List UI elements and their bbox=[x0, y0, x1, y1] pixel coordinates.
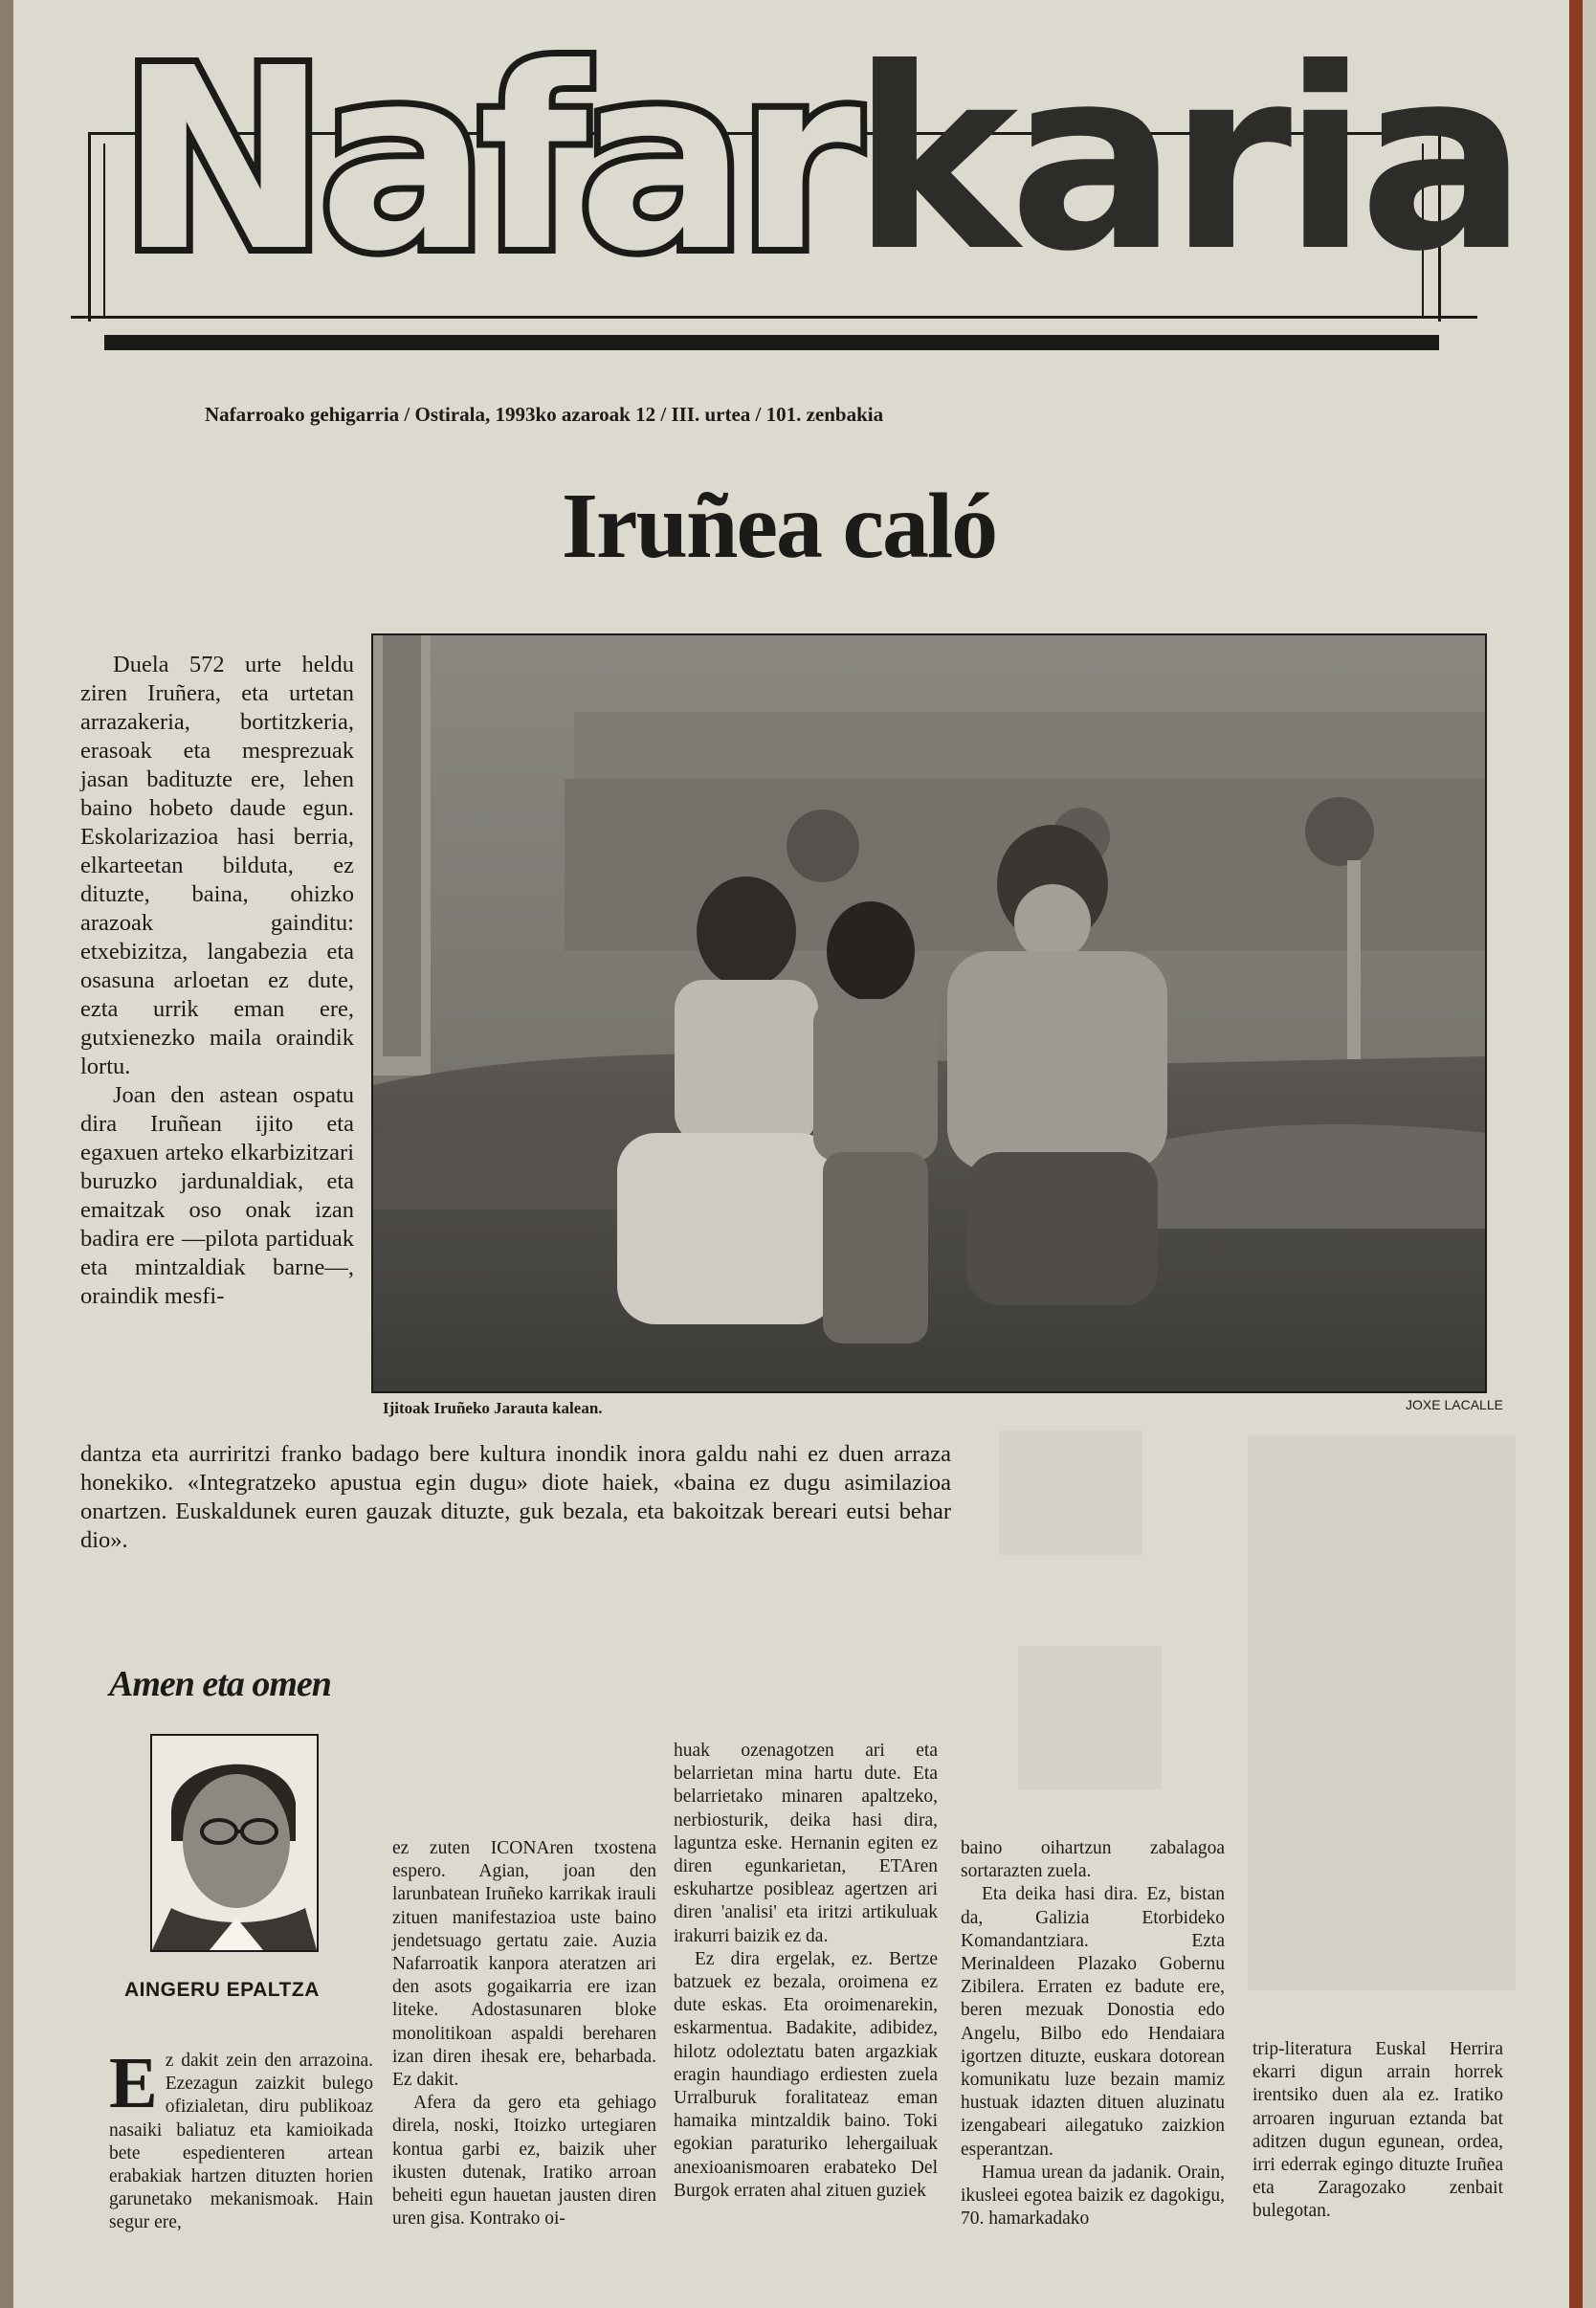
opinion-paragraph: Ez dira ergelak, ez. Bertze batzuek ez bezala, oroimena ez dute eskas. Eta oroimenarekin, eskarmentua. Badakite, adibidez, hilotz odoleztatu baten argazkiak eragin haundiago erdiesten zuela Urralburuk foralitateaz eman hamaika mintzaldik baino. Toki egokian paraturiko lehergailuak anexioanismoaren erabateko Del Burgok erraten ahal zituen guziek bbox=[674, 1948, 938, 2201]
headline: Iruñea caló bbox=[561, 475, 997, 578]
show-through-block bbox=[1018, 1646, 1162, 1789]
masthead-title bbox=[119, 8, 1518, 314]
show-through-block bbox=[1248, 1435, 1516, 1990]
show-through-block bbox=[999, 1431, 1142, 1555]
photo-credit: JOXE LACALLE bbox=[1406, 1397, 1503, 1412]
author-portrait bbox=[150, 1734, 319, 1952]
masthead-rule bbox=[71, 316, 1477, 319]
issue-line: Nafarroako gehigarria / Ostirala, 1993ko azaroak 12 / III. urtea / 101. zenbakia bbox=[205, 403, 884, 426]
lead-article-column bbox=[80, 651, 354, 1311]
lead-paragraph: Joan den astean ospatu dira Iruñean ijito eta egaxuen arteko elkarbizitzari buruzko jardunaldiak, eta emaitzak oso onak izan badira ere —pilota partiduak eta mintzaldiak barne—, oraindik mesfi- bbox=[80, 1082, 354, 1309]
opinion-paragraph: trip-literatura Euskal Herrira ekarri digun arrain horrek irentsiko duen ala ez. Iratiko arroaren inguruan eztanda bat aditzen dugun egunean, ordea, irri ederrak egingo dituzte Iruñea eta Zaragozako zenbait bulegotan. bbox=[1252, 2039, 1503, 2222]
opinion-column-1 bbox=[109, 2043, 373, 2235]
page-edge bbox=[1569, 0, 1583, 2308]
photo-caption: Ijitoak Iruñeko Jarauta kalean. bbox=[383, 1399, 603, 1417]
opinion-paragraph: Afera da gero eta gehiago direla, noski, Itoizko urtegiaren kontua garbi ez, baizik uher ikusten dutenak, Iratiko arroan beheiti egun hauetan jausten diren uren gisa. Kontrako oi- bbox=[392, 2093, 656, 2230]
newspaper-page bbox=[13, 0, 1583, 2308]
opinion-paragraph: Eta deika hasi dira. Ez, bistan da, Galizia Etorbideko Komandantziara. Ezta Merinaldeen Plazako Gobernu Zibilera. Erraten ez badute ere, beren mezuak Donostia edo Angelu, Bilbo edo Hendaiara igortzen dituzte, euskara dotorean komunikatu luze bezain mamiz hustuak idazten dituen aluzinatu izengabeari ailegatuko zaizkion esperantzan. bbox=[961, 1884, 1225, 2160]
page-spine bbox=[0, 0, 13, 2308]
author-name: AINGERU EPALTZA bbox=[124, 1979, 320, 2001]
lead-photo bbox=[371, 633, 1487, 1393]
drop-cap: E bbox=[109, 2043, 158, 2123]
lead-paragraph: dantza eta aurriritzi franko badago bere kultura inondik inora galdu nahi ez duen arraza honekiko. «Integratzeko apustua egin dugu» diote haiek, «baina ez dugu asimilazioa onartzen. Euskaldunek euren gauzak dituzte, guk bezala, eta bakoitzak bereari eutsi behar dio». bbox=[80, 1441, 951, 1553]
opinion-text: z dakit zein den arrazoina. Ezezagun zaizkit bulego ofizialetan, diru publikoaz nasaiki baliatuz eta kamioikada bete espedienteren artean erabakiak hartzen dituzten horien garunetako mekanismoak. Hain segur ere, bbox=[109, 2051, 373, 2233]
lead-article-continuation bbox=[80, 1440, 951, 1555]
opinion-paragraph: ez zuten ICONAren txostena espero. Agian, joan den larunbatean Iruñeko karrikak irauli zituen manifestazioa uste baino jendetsuago gertatu zaie. Auzia Nafarroatik kanpora ateratzen ari den asots gogaikarria ere izan liteke. Adostasunaren bloke monolitikoan aspaldi bereharen izan diren ihesak ere, beharbada. Ez dakit. bbox=[392, 1838, 656, 2091]
opinion-paragraph: huak ozenagotzen ari eta belarrietan mina hartu dute. Eta belarrietako minaren apaltzeko, nerbiosturik, deika hasi dira, laguntza eske. Hernanin egiten ez diren egunkarietan, ETAren eskuhartze posibleaz agertzen ari diren 'analisi' eta iritzi artikuluak irakurri baizik ez da. bbox=[674, 1741, 938, 1946]
opinion-paragraph: Hamua urean da jadanik. Orain, ikusleei egotea baizik ez dagokigu, 70. hamarkadako bbox=[961, 2162, 1225, 2230]
masthead-thick-rule bbox=[104, 335, 1439, 350]
masthead-title-solid: karia bbox=[852, 14, 1518, 306]
opinion-column-5 bbox=[1252, 2038, 1503, 2224]
opinion-paragraph: baino oihartzun zabalagoa sortarazten zuela. bbox=[961, 1838, 1225, 1882]
opinion-column-2 bbox=[392, 1837, 656, 2230]
masthead-title-outline: Nafar bbox=[119, 14, 853, 306]
lead-paragraph: Duela 572 urte heldu ziren Iruñera, eta urtetan arrazakeria, bortitzkeria, erasoak eta mesprezuak jasan badituzte ere, lehen baino hobeto daude egun. Eskolarizazioa hasi berria, elkarteetan bilduta, ez dituzte, baina, ohizko arazoak gainditu: etxebizitza, langabezia eta osasuna arloetan ez dute, ezta urrik eman ere, gutxienezko maila oraindik lortu. bbox=[80, 652, 354, 1079]
opinion-paragraph bbox=[109, 2043, 373, 2235]
column-heading: Amen eta omen bbox=[109, 1664, 331, 1704]
opinion-column-4 bbox=[961, 1837, 1225, 2230]
opinion-column-3 bbox=[674, 1740, 938, 2203]
